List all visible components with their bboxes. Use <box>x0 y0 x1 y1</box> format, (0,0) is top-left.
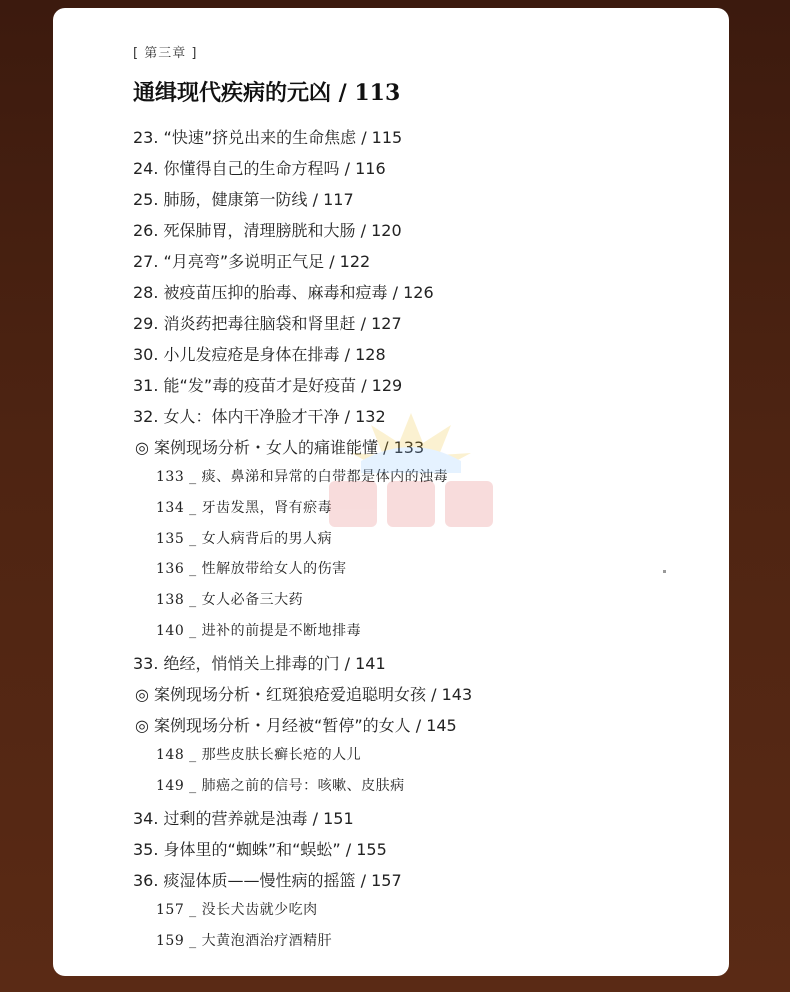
toc-case-entry: ◎ 案例现场分析・月经被“暂停”的女人 / 145 <box>135 716 457 736</box>
toc-entry: 29. 消炎药把毒往脑袋和肾里赶 / 127 <box>133 313 402 333</box>
chapter-tag: [ 第三章 ] <box>133 46 198 61</box>
toc-entry: 25. 肺肠，健康第一防线 / 117 <box>133 189 354 209</box>
toc-entry: 32. 女人：体内干净脸才干净 / 132 <box>133 406 386 426</box>
toc-subentry: 135 _ 女人病背后的男人病 <box>156 530 333 547</box>
toc-entry: 26. 死保肺胃，清理膀胱和大肠 / 120 <box>133 220 402 240</box>
toc-subentry: 157 _ 没长犬齿就少吃肉 <box>156 902 318 918</box>
book-page <box>53 8 729 976</box>
toc-subentry: 140 _ 进补的前提是不断地排毒 <box>156 623 362 640</box>
toc-entry: 33. 绝经，悄悄关上排毒的门 / 141 <box>133 654 386 674</box>
toc-entry: 30. 小儿发痘疮是身体在排毒 / 128 <box>133 344 386 364</box>
toc-entry: 36. 痰湿体质——慢性病的摇篮 / 157 <box>133 871 402 890</box>
toc-subentry: 136 _ 性解放带给女人的伤害 <box>156 561 347 578</box>
toc-subentry: 138 _ 女人必备三大药 <box>156 592 304 609</box>
toc-entry: 35. 身体里的“蜘蛛”和“蜈蚣” / 155 <box>133 840 387 860</box>
toc-entry: 23. “快速”挤兑出来的生命焦虑 / 115 <box>133 128 403 147</box>
toc-entry: 34. 过剩的营养就是浊毒 / 151 <box>133 809 354 829</box>
toc-subentry: 159 _ 大黄泡酒治疗酒精肝 <box>156 933 333 949</box>
toc-subentry: 133 _ 痰、鼻涕和异常的白带都是体内的浊毒 <box>156 468 449 485</box>
toc-subentry: 134 _ 牙齿发黑，肾有瘀毒 <box>156 499 333 516</box>
toc-case-entry: ◎ 案例现场分析・红斑狼疮爱追聪明女孩 / 143 <box>135 685 473 705</box>
toc-entry: 27. “月亮弯”多说明正气足 / 122 <box>133 251 371 271</box>
toc-entry: 24. 你懂得自己的生命方程吗 / 116 <box>133 159 386 178</box>
print-mark <box>663 570 666 573</box>
toc-subentry: 149 _ 肺癌之前的信号：咳嗽、皮肤病 <box>156 778 405 795</box>
toc-entry: 28. 被疫苗压抑的胎毒、麻毒和痘毒 / 126 <box>133 282 434 302</box>
toc-entry: 31. 能“发”毒的疫苗才是好疫苗 / 129 <box>133 375 403 395</box>
table-of-contents <box>53 8 729 976</box>
toc-subentry: 148 _ 那些皮肤长癣长疮的人儿 <box>156 747 362 764</box>
chapter-title: 通缉现代疾病的元凶 / 113 <box>133 80 401 106</box>
toc-case-entry: ◎ 案例现场分析・女人的痛谁能懂 / 133 <box>135 437 425 457</box>
